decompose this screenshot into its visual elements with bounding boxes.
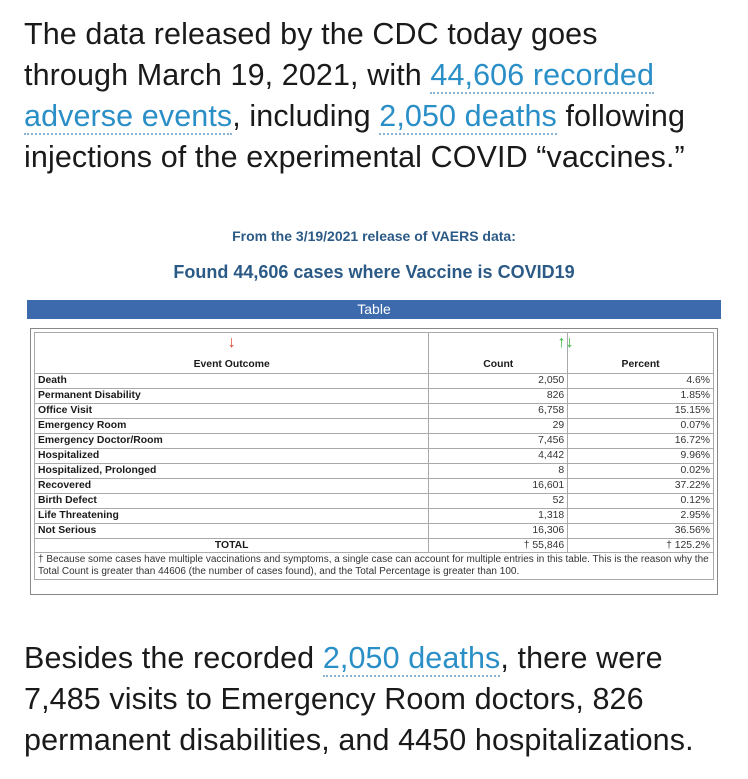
table-row <box>35 419 714 434</box>
table-row <box>35 479 714 494</box>
outcome-cell: Emergency Room <box>35 419 429 434</box>
intro-text-4: following <box>565 99 686 133</box>
intro-line-3 <box>24 96 729 137</box>
outcome-cell: Hospitalized, Prolonged <box>35 464 429 479</box>
outro-text-2: , there were <box>500 641 663 675</box>
sort-arrows-icon <box>418 335 713 351</box>
count-cell: 6,758 <box>429 404 568 419</box>
count-cell: 52 <box>429 494 568 509</box>
table-row <box>35 524 714 539</box>
count-cell: 7,456 <box>429 434 568 449</box>
count-header[interactable]: Count <box>429 333 568 374</box>
intro-text-5: injections of the experimental COVID “vaccines.” <box>24 140 685 174</box>
count-cell: 16,601 <box>429 479 568 494</box>
table-footnote: † Because some cases have multiple vaccinations and symptoms, a single case can account for multiple entries in this table. This is the reason why the Total Count is greater than 44606 (the number of cases found), and the Total Percentage is greater than 100. <box>35 553 714 580</box>
table-row <box>35 389 714 404</box>
total-row <box>35 539 714 553</box>
percent-cell: 1.85% <box>568 389 714 404</box>
outcome-cell: Office Visit <box>35 404 429 419</box>
table-row <box>35 449 714 464</box>
intro-paragraph <box>24 14 729 178</box>
percent-cell: 9.96% <box>568 449 714 464</box>
table-row <box>35 509 714 524</box>
outcome-cell: Birth Defect <box>35 494 429 509</box>
percent-cell: 0.12% <box>568 494 714 509</box>
deaths-link[interactable]: 2,050 deaths <box>379 99 557 133</box>
percent-cell: 37.22% <box>568 479 714 494</box>
adverse-events-link[interactable]: 44,606 recorded <box>430 58 655 92</box>
outro-text-3: 7,485 visits to Emergency Room doctors, 826 <box>24 682 644 716</box>
count-cell: 16,306 <box>429 524 568 539</box>
table-toggle-bar[interactable]: Table <box>27 300 721 319</box>
vaers-table-container <box>30 328 718 595</box>
count-cell: 826 <box>429 389 568 404</box>
percent-cell: 16.72% <box>568 434 714 449</box>
table-row <box>35 464 714 479</box>
count-cell: 8 <box>429 464 568 479</box>
outro-line-1 <box>24 638 729 679</box>
table-header-row <box>35 333 714 374</box>
intro-text-3: , including <box>232 99 371 133</box>
percent-header[interactable]: ↑↓ Percent <box>568 333 714 374</box>
table-row <box>35 434 714 449</box>
intro-line-1 <box>24 14 729 55</box>
found-cases-header: Found 44,606 cases where Vaccine is COVID19 <box>173 262 575 282</box>
sort-down-arrow-icon[interactable]: ↓ <box>565 334 574 351</box>
outcome-cell: Recovered <box>35 479 429 494</box>
count-cell: 1,318 <box>429 509 568 524</box>
adverse-events-link-cont[interactable]: adverse events <box>24 99 233 133</box>
table-row <box>35 374 714 389</box>
percent-cell: 4.6% <box>568 374 714 389</box>
count-cell: 2,050 <box>429 374 568 389</box>
outcome-header[interactable]: ↓ Event Outcome <box>35 333 429 374</box>
outro-text-1: Besides the recorded <box>24 641 315 675</box>
outro-line-3 <box>24 720 729 761</box>
percent-cell: 15.15% <box>568 404 714 419</box>
outro-paragraph <box>24 638 729 761</box>
outcome-cell: Death <box>35 374 429 389</box>
release-header: From the 3/19/2021 release of VAERS data: <box>232 228 516 244</box>
count-cell: 29 <box>429 419 568 434</box>
percent-cell: 0.07% <box>568 419 714 434</box>
outcome-cell: Life Threatening <box>35 509 429 524</box>
deaths-link-2[interactable]: 2,050 deaths <box>322 641 501 675</box>
sort-up-arrow-icon[interactable]: ↑ <box>557 334 566 351</box>
intro-line-2 <box>24 55 729 96</box>
outcome-cell: Hospitalized <box>35 449 429 464</box>
sort-down-arrow-icon[interactable]: ↓ <box>227 334 236 351</box>
total-percent: † 125.2% <box>568 539 714 553</box>
total-label: TOTAL <box>35 539 429 553</box>
outcome-cell: Not Serious <box>35 524 429 539</box>
outro-text-4: permanent disabilities, and 4450 hospitalizations. <box>24 723 694 757</box>
percent-cell: 0.02% <box>568 464 714 479</box>
intro-text-2: through March 19, 2021, with <box>24 58 422 92</box>
footnote-row <box>35 553 714 580</box>
vaers-table <box>34 332 714 580</box>
intro-text-1: The data released by the CDC today goes <box>24 17 598 51</box>
table-row <box>35 404 714 419</box>
outro-line-2 <box>24 679 729 720</box>
percent-cell: 36.56% <box>568 524 714 539</box>
outcome-cell: Permanent Disability <box>35 389 429 404</box>
table-row <box>35 494 714 509</box>
intro-line-4 <box>24 137 729 178</box>
outcome-cell: Emergency Doctor/Room <box>35 434 429 449</box>
total-count: † 55,846 <box>429 539 568 553</box>
count-cell: 4,442 <box>429 449 568 464</box>
percent-cell: 2.95% <box>568 509 714 524</box>
